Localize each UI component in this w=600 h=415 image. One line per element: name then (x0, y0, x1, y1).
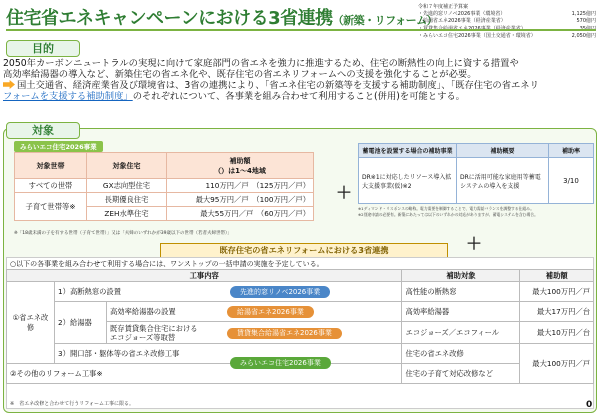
plus-icon: ＋ (336, 183, 353, 202)
program-pill-water-heater: 給湯省エネ2026事業 (227, 306, 314, 318)
table-row: ①省エネ改修 1）高断熱窓の設置 先進的窓リノベ2026事業 高性能の断熱窓 最大100万円／戸 (7, 282, 594, 302)
target-heading: 対象 (6, 122, 80, 139)
budget-box (418, 4, 596, 40)
page-title: 住宅省エネキャンペーンにおける3省連携（新築・リフォーム） (6, 8, 438, 29)
budget-row: ・先進的窓リノベ2026事業（環境省） 1,125億円 (418, 11, 596, 18)
budget-row: ・みらいエコ住宅2026事業（国土交通省・環境省） 2,050億円 (418, 32, 596, 39)
table-row: 子育て世帯等※ 長期優良住宅 最大95万円／戸 （100万円／戸） (15, 193, 314, 207)
battery-box: 蓄電池を設置する場合の補助事業 補助概要 補助率 DR※1に対応したリソース導入拡大支援事業(仮)※2 DRに活用可能な家庭用等蓄電システムの導入を支援 3/10 ※1ディマンド・リスポンスの略称。電力需要を制御することで、電力需給バランスを調整する仕組み。 ※2別途申請の必要有。新築にあたっては以下のいずれかの対応がありますが、蓄電システムを含む場合。 (358, 143, 594, 218)
purpose-text: 2050年カーボンニュートラルの実現に向けて家庭部門の省エネを強力に推進するため、住宅の断熱性の向上に資する措置や 高効率給湯器の導入など、新築住宅の省エネ化や、既存住宅の省エネリフォームへの支援を強化することが必要。 国土交通省、経済産業省及び環境省は、3省の連携により、「省エネ住宅の新築等を支援する補助制度」、「既存住宅の省エネリ フォームを支援する補助制度」のそれぞれについて、各事業を組み合わせて利用すること(併用)を可能とする。 (3, 58, 539, 102)
reform-note: ※ 省エネ改修と合わせて行うリフォーム工事に限る。 (10, 401, 134, 407)
purpose-heading: 目的 (6, 40, 80, 57)
budget-heading: 令和７年度補正予算案 (418, 4, 469, 10)
page-number: 0 (586, 400, 593, 410)
plus-icon: ＋ (466, 234, 483, 253)
program-pill-window: 先進的窓リノベ2026事業 (230, 286, 330, 298)
page-subtitle: （新築・リフォーム） (332, 14, 438, 27)
table-row: 3）開口部・躯体等の省エネ改修工事 みらいエコ住宅2026事業 住宅の省エネ改修 最大100万円／戸 (7, 344, 594, 364)
program-pill-rental: 賃貸集合給湯省エネ2026事業 (227, 328, 342, 339)
table-row: ZEH水準住宅 最大55万円／戸 （60万円／戸） (15, 207, 314, 221)
budget-row: ・給湯省エネ2026事業（経済産業省） 570億円 (418, 18, 596, 25)
battery-table: 蓄電池を設置する場合の補助事業 補助概要 補助率 DR※1に対応したリソース導入拡大支援事業(仮)※2 DRに活用可能な家庭用等蓄電システムの導入を支援 3/10 (358, 143, 594, 204)
arrow-icon (3, 80, 15, 89)
newbuild-table: 対象世帯 対象住宅 補助額 （）は1～4地域 すべての世帯 GX志向型住宅 110万円／戸 （125万円／戸） 子育て世帯等※ 長期優良住宅 最大95万円／戸 （100万円／戸） ZEH水準住宅 最大55万円／戸 （60万円／戸） (14, 152, 314, 221)
table-row: ②その他のリフォーム工事※ 住宅の子育て対応改修など (7, 364, 594, 384)
table-row: 既存賃貸集合住宅における エコジョーズ等取替 賃貸集合給湯省エネ2026事業 エコジョーズ／エコフィール 最大10万円／台 (7, 322, 594, 344)
reform-intro: ○以下の各事業を組み合わせて利用する場合には、ワンストップの一括申請の実施を予定している。 (10, 260, 324, 268)
newbuild-program-tag: みらいエコ住宅2026事業 (14, 141, 103, 152)
program-pill-mirai: みらいエコ住宅2026事業 (230, 357, 331, 369)
reform-table: 工事内容 補助対象 補助額 ①省エネ改修 1）高断熱窓の設置 先進的窓リノベ2026事業 高性能の断熱窓 最大100万円／戸 2）給湯器 高効率給湯器の設置 給湯省エネ2026事業 高効率給湯器 最大17万円／台 既存賃貸集合住宅における エコジョーズ等取替 賃貸集合給湯省エネ2026事業 エコジョーズ／エコフィール 最大10万円／台 3）開口部・躯体等の省エネ改修工事 みらいエコ住宅2026事業 住宅の省エネ改修 最大100万円／戸 ②その他のリフォーム工事※ 住宅の子育て対応改修など (6, 269, 594, 384)
table-row: すべての世帯 GX志向型住宅 110万円／戸 （125万円／戸） (15, 179, 314, 193)
newbuild-note: ※「18歳未満の子を有する世帯（子育て世帯）」又は「夫婦のいずれかが39歳以下の世帯（若者夫婦世帯）」 (14, 231, 232, 236)
title-divider (6, 29, 596, 31)
reform-heading: 既存住宅の省エネリフォームにおける3省連携 (160, 243, 448, 258)
table-row: 2）給湯器 高効率給湯器の設置 給湯省エネ2026事業 高効率給湯器 最大17万円／台 (7, 302, 594, 322)
table-row: DR※1に対応したリソース導入拡大支援事業(仮)※2 DRに活用可能な家庭用等蓄電システムの導入を支援 3/10 (359, 158, 594, 204)
